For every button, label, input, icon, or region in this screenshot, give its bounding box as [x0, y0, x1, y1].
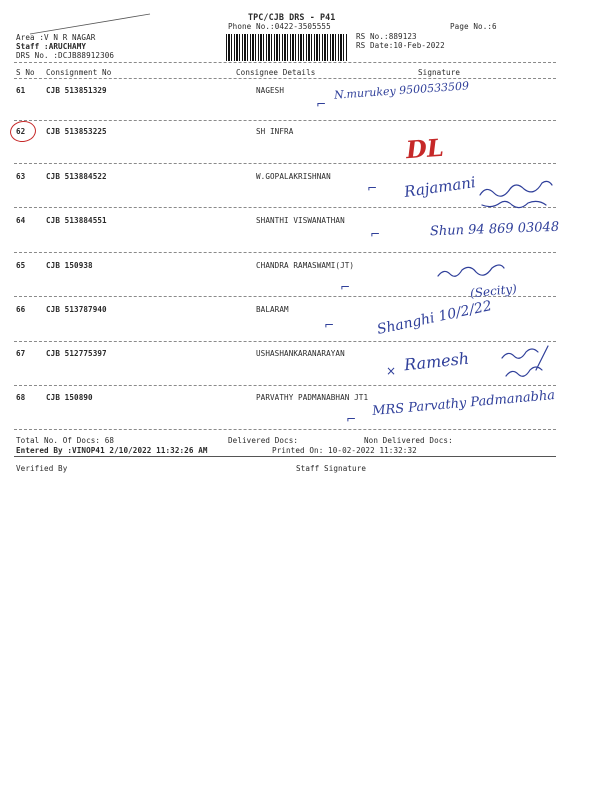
row-consignee: SH INFRA: [256, 127, 294, 136]
column-header-consignment: Consignment No: [46, 68, 112, 77]
scribble-stroke: [502, 349, 538, 358]
tick-mark: ⌐: [324, 318, 335, 332]
drs-number: DRS No. :DCJB88912306: [16, 51, 115, 60]
row-consignee: CHANDRA RAMASWAMI(JT): [256, 261, 355, 270]
handwritten-signature: N.murukey 9500533509: [333, 79, 470, 102]
scribble-stroke: [536, 346, 548, 370]
phone-number: Phone No.:0422-3505555: [228, 22, 331, 31]
non-delivered-docs: Non Delivered Docs:: [364, 436, 453, 445]
column-header-consignee: Consignee Details: [236, 68, 316, 77]
handwritten-signature: DL: [405, 132, 445, 165]
rs-date: RS Date:10-Feb-2022: [356, 41, 445, 50]
scribble-stroke: [480, 181, 552, 196]
row-consignee: SHANTHI VISWANATHAN: [256, 216, 345, 225]
entered-by: Entered By :VINOP41 2/10/2022 11:32:26 AM: [16, 446, 208, 455]
tick-mark: ⌐: [316, 97, 327, 111]
delivered-docs: Delivered Docs:: [228, 436, 299, 445]
row-consignee: PARVATHY PADMANABHAN JT1: [256, 393, 369, 402]
row-consignment: CJB 150890: [46, 393, 93, 402]
tick-mark: ⌐: [370, 227, 381, 241]
page-number: Page No.:6: [450, 22, 497, 31]
row-sno: 68: [16, 393, 26, 402]
row-sno: 64: [16, 216, 26, 225]
row-consignee: USHASHANKARANARAYAN: [256, 349, 345, 358]
row-consignee: NAGESH: [256, 86, 285, 95]
row-sno: 66: [16, 305, 26, 314]
handwritten-signature: (Secity): [469, 281, 518, 301]
rs-number: RS No.:889123: [356, 32, 417, 41]
scribble-stroke: [438, 265, 504, 276]
row-consignment: CJB 513884551: [46, 216, 107, 225]
staff-field: Staff :ARUCHAMY: [16, 42, 87, 51]
column-header-signature: Signature: [418, 68, 461, 77]
handwritten-signature: Ramesh: [403, 348, 470, 375]
scribble-stroke: [482, 201, 546, 207]
row-sno: 61: [16, 86, 26, 95]
row-sno: 63: [16, 172, 26, 181]
row-consignment: CJB 512775397: [46, 349, 107, 358]
scan-artifact-line: [30, 14, 150, 34]
printed-on: Printed On: 10-02-2022 11:32:32: [272, 446, 417, 455]
handwritten-signature: MRS Parvathy Padmanabha: [371, 388, 556, 419]
row-sno: 62: [16, 127, 26, 136]
staff-signature-label: Staff Signature: [296, 464, 367, 473]
total-docs: Total No. Of Docs: 68: [16, 436, 115, 445]
handwritten-signature: Shanghi 10/2/22: [375, 298, 494, 338]
row-consignment: CJB 513853225: [46, 127, 107, 136]
row-consignment: CJB 150938: [46, 261, 93, 270]
tick-mark: ⌐: [367, 181, 378, 195]
row-consignment: CJB 513787940: [46, 305, 107, 314]
row-consignment: CJB 513884522: [46, 172, 107, 181]
handwritten-signature: Shun 94 869 03048: [429, 219, 560, 240]
handwritten-signature: Rajamani: [403, 173, 477, 201]
sheet-title: TPC/CJB DRS - P41: [248, 12, 336, 22]
row-sno: 65: [16, 261, 26, 270]
area-field: Area :V N R NAGAR: [16, 33, 96, 42]
column-header-sno: S No: [16, 68, 35, 77]
row-consignee: BALARAM: [256, 305, 289, 314]
tick-mark: ⌐: [340, 280, 351, 294]
tick-mark: ×: [386, 364, 397, 378]
tick-mark: ⌐: [346, 412, 357, 426]
verified-by: Verified By: [16, 464, 68, 473]
row-consignment: CJB 513851329: [46, 86, 107, 95]
row-sno: 67: [16, 349, 26, 358]
row-consignee: W.GOPALAKRISHNAN: [256, 172, 331, 181]
